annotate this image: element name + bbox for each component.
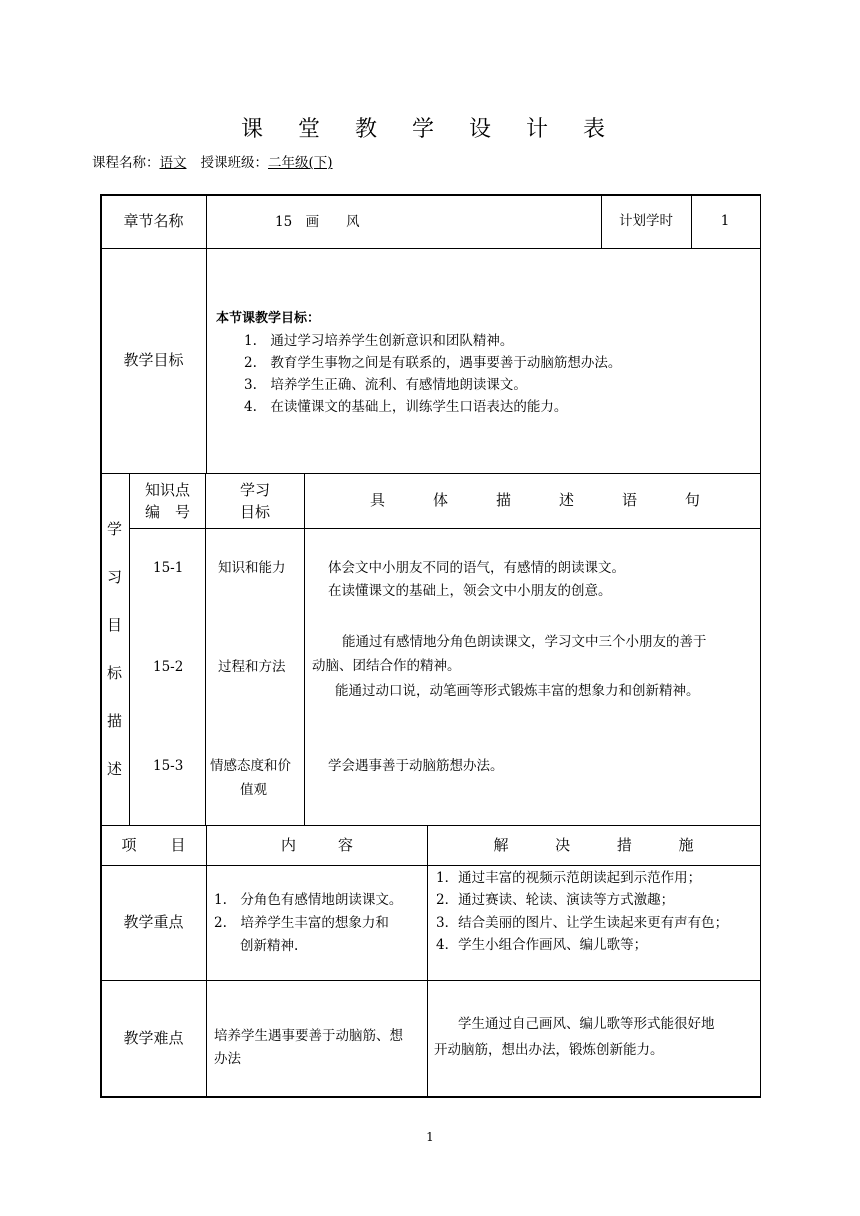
difficult-content-line: 培养学生遇事要善于动脑筋、想 bbox=[214, 1028, 403, 1044]
knowledge-header: 知识点 编 号 bbox=[144, 481, 190, 521]
page-number: 1 bbox=[426, 1130, 434, 1144]
hours-label: 计划学时 bbox=[619, 213, 673, 230]
goal-header: 学习 目标 bbox=[239, 481, 270, 521]
key-measure-line: 3．结合美丽的图片、让学生读起来更有声有色； bbox=[436, 915, 729, 931]
row-desc-line: 能通过有感情地分角色朗读课文，学习文中三个小朋友的善于 bbox=[342, 634, 707, 650]
row-desc-line: 体会文中小朋友不同的语气，有感情的朗读课文。 bbox=[328, 560, 625, 576]
key-content-line: 创新精神. bbox=[240, 938, 299, 954]
side-char: 习 bbox=[106, 568, 122, 586]
side-char: 述 bbox=[106, 760, 122, 778]
row-desc-line: 动脑、团结合作的精神。 bbox=[312, 658, 461, 674]
key-content-line: 1. 分角色有感情地朗读课文。 bbox=[214, 892, 403, 908]
row-goal: 情感态度和价 bbox=[210, 758, 291, 774]
objective-item-3: 3. 培养学生正确、流利、有感情地朗读课文。 bbox=[244, 377, 527, 393]
description-header: 具 体 描 述 语 句 bbox=[370, 491, 700, 510]
row-code: 15-1 bbox=[153, 560, 184, 576]
row-goal: 知识和能力 bbox=[218, 560, 286, 576]
objective-item-2: 2. 教育学生事物之间是有联系的，遇事要善于动脑筋想办法。 bbox=[244, 355, 622, 371]
key-measure-line: 2．通过赛读、轮读、演读等方式激趣； bbox=[436, 892, 675, 908]
key-measure-line: 1．通过丰富的视频示范朗读起到示范作用； bbox=[436, 870, 702, 886]
side-char: 描 bbox=[106, 712, 122, 730]
side-char: 目 bbox=[106, 616, 122, 634]
difficult-label: 教学难点 bbox=[123, 1028, 184, 1047]
row-desc-line: 能通过动口说，动笔画等形式锻炼丰富的想象力和创新精神。 bbox=[335, 683, 700, 699]
objective-item-4: 4. 在读懂课文的基础上，训练学生口语表达的能力。 bbox=[244, 399, 568, 415]
difficult-content-line: 办法 bbox=[214, 1051, 241, 1067]
side-char: 标 bbox=[106, 664, 122, 682]
course-label: 课程名称： bbox=[92, 155, 160, 171]
objectives-heading: 本节课教学目标： bbox=[216, 311, 321, 326]
objectives-label: 教学目标 bbox=[123, 351, 184, 370]
measures-header: 解 决 措 施 bbox=[493, 835, 694, 854]
difficult-measure-line: 学生通过自己画风、编儿歌等形式能很好地 bbox=[458, 1016, 715, 1032]
key-label: 教学重点 bbox=[123, 913, 184, 932]
content-header: 内 容 bbox=[281, 835, 353, 854]
difficult-measure-line: 开动脑筋，想出办法，锻炼创新能力。 bbox=[434, 1042, 664, 1058]
row-code: 15-2 bbox=[153, 659, 184, 675]
side-char: 学 bbox=[106, 520, 122, 538]
row-code: 15-3 bbox=[153, 758, 184, 774]
class-value: 二年级(下) bbox=[268, 155, 333, 171]
course-value: 语文 bbox=[159, 155, 187, 171]
hours-value: 1 bbox=[720, 213, 730, 230]
item-header: 项 目 bbox=[121, 835, 186, 854]
key-content-line: 2. 培养学生丰富的想象力和 bbox=[214, 915, 389, 931]
class-label: 授课班级： bbox=[200, 155, 268, 171]
course-meta bbox=[92, 151, 333, 171]
learning-side-label bbox=[100, 474, 129, 824]
row-desc-line: 学会遇事善于动脑筋想办法。 bbox=[328, 758, 504, 774]
objective-item-1: 1. 通过学习培养学生创新意识和团队精神。 bbox=[244, 333, 514, 349]
row-desc-line: 在读懂课文的基础上，领会文中小朋友的创意。 bbox=[328, 583, 612, 599]
key-measure-line: 4．学生小组合作画风、编儿歌等； bbox=[436, 937, 648, 953]
chapter-label: 章节名称 bbox=[123, 211, 184, 230]
row-goal: 值观 bbox=[240, 782, 267, 798]
chapter-value: 15 画 风 bbox=[275, 214, 360, 230]
document-title: 课 堂 教 学 设 计 表 bbox=[241, 117, 619, 142]
row-goal: 过程和方法 bbox=[218, 659, 286, 675]
